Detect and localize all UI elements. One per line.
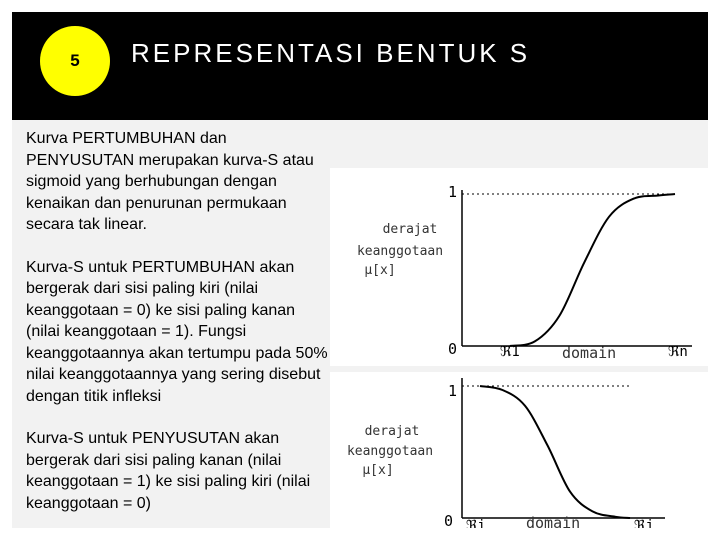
- paragraph-shrink-curve: Kurva-S untuk PENYUSUTAN akan bergerak dari sisi paling kanan (nilai keanggotaan = 1) ke sisi paling kiri (nilai keanggotaan = 0): [26, 430, 311, 512]
- y-tick-0: 0: [444, 512, 454, 528]
- x-axis-label: domain: [526, 514, 581, 528]
- y-tick-0: 0: [448, 340, 458, 358]
- slide-number-badge: 5: [40, 26, 110, 96]
- shrink-curve-svg: [330, 372, 708, 528]
- y-axis-label-line2: keanggotaan: [346, 444, 434, 459]
- y-tick-1: 1: [448, 183, 458, 201]
- growth-curve-line: [510, 194, 675, 346]
- x-tick-left: ℜi: [466, 518, 486, 528]
- x-tick-right: ℜn: [668, 344, 688, 360]
- growth-curve-svg: [330, 168, 708, 366]
- x-tick-right: ℜj: [634, 518, 654, 528]
- growth-curve-chart: [330, 168, 708, 366]
- shrink-curve-line: [480, 386, 630, 518]
- y-axis-label-line2: keanggotaan: [356, 244, 444, 259]
- y-axis-label-line3: μ[x]: [364, 263, 396, 278]
- shrink-curve-chart: [330, 372, 708, 528]
- paragraph-sigmoid-definition: Kurva PERTUMBUHAN dan PENYUSUTAN merupakan kurva-S atau sigmoid yang berhubungan dengan kenaikan dan penurunan permukaan secara tak linear.: [26, 130, 314, 233]
- x-axis-label: domain: [562, 344, 617, 362]
- y-axis-label-line1: derajat: [382, 222, 438, 237]
- slide-title: REPRESENTASI BENTUK S: [131, 38, 531, 68]
- x-tick-left: ℜ1: [500, 344, 520, 360]
- y-tick-1: 1: [448, 382, 458, 400]
- paragraph-growth-curve: Kurva-S untuk PERTUMBUHAN akan bergerak dari sisi paling kiri (nilai keanggotaan = 0) ke sisi paling kanan (nilai keanggotaan = 1). Fungsi keanggotaannya akan tertumpu pada 50% nilai keanggotaannya yang sering disebut dengan titik infleksi: [26, 258, 328, 405]
- y-axis-label-line3: μ[x]: [362, 463, 394, 478]
- slide-body: [26, 128, 331, 535]
- y-axis-label-line1: derajat: [364, 424, 420, 439]
